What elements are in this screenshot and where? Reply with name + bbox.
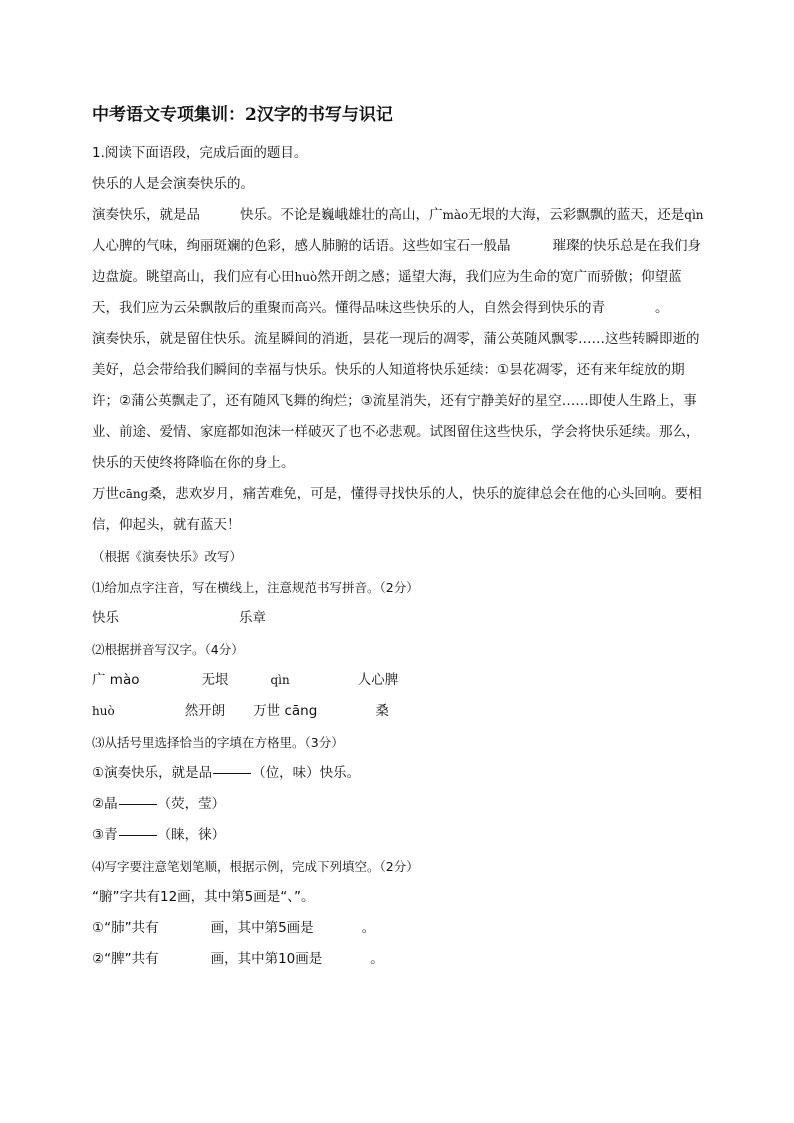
sub-question-4: ⑷写字要注意笔划笔顺，根据示例，完成下列填空。（2分） — [92, 859, 419, 874]
sub4-item-1 — [92, 913, 704, 944]
p1-pinyin-3: huò — [294, 270, 318, 284]
p1-pinyin-1: mào — [442, 208, 469, 222]
passage-title: 快乐的人是会演奏快乐的。 — [92, 176, 254, 192]
p3-pinyin: cāng — [119, 487, 149, 501]
sub3-blank-3[interactable] — [119, 834, 157, 836]
sub2-r2-item-4: 桑 — [375, 703, 389, 719]
passage-paragraph-1 — [92, 200, 704, 324]
sub3-blank-2[interactable] — [119, 803, 157, 805]
document-title: 中考语文专项集训：2汉字的书写与识记 — [92, 105, 393, 125]
sub-question-1: ⑴给加点字注音，写在横线上，注意规范书写拼音。（2分） — [92, 580, 419, 595]
passage-paragraph-2: 演奏快乐，就是留住快乐。流星瞬间的消逝，昙花一现后的凋零，蒲公英随风飘零……这些转瞬即逝的美好，总会带给我们瞬间的幸福与快乐。快乐的人知道将快乐延续：①昙花凋零，还有来年绽放的期许；②蒲公英飘走了，还有随风飞舞的绚烂；③流星消失，还有宁静美好的星空……即使人生路上，事业、前途、爱情、家庭都如泡沫一样破灭了也不必悲观。试图留住这些快乐，学会将快乐延续。那么，快乐的天使终将降临在你的身上。 — [92, 331, 700, 471]
sub4-item-1-text-a: ①“肺”共有 — [92, 920, 159, 936]
sub3-blank-1[interactable] — [213, 772, 251, 774]
sub2-r2-item-2: 然开朗 — [184, 703, 226, 719]
sub4-item-1-text-c: 。 — [361, 920, 376, 936]
sub2-row-2 — [92, 696, 704, 727]
sub1-word-1: 快乐 — [92, 610, 119, 626]
p1-text-a: 演奏快乐，就是品 — [92, 207, 200, 223]
sub4-item-2 — [92, 944, 704, 975]
question-intro: 1.阅读下面语段，完成后面的题目。 — [92, 145, 308, 161]
sub3-item-3-text-a: ③青 — [92, 827, 118, 843]
sub3-item-2-text-b: （荧，莹） — [157, 796, 226, 812]
sub1-words — [92, 603, 704, 634]
p1-text-c: 无垠的大海，云彩飘飘的蓝天，还是 — [468, 207, 685, 223]
sub2-r1-item-2: 无垠 — [201, 672, 229, 688]
p3-text-a: 万世 — [92, 486, 119, 502]
sub4-example: “腑”字共有12画，其中第5画是“、”。 — [92, 889, 315, 905]
p1-text-g: 。 — [655, 300, 669, 316]
sub1-word-2: 乐章 — [239, 610, 266, 626]
sub3-item-3 — [92, 820, 704, 851]
sub3-item-1-text-b: （位，味）快乐。 — [252, 765, 361, 781]
p1-text-b: 快乐。不论是巍峨雄壮的高山，广 — [240, 207, 443, 223]
sub2-r1-item-4: 人心脾 — [357, 672, 399, 688]
p1-text-d: 人心脾的气味，绚丽斑斓的色彩，感人肺腑的话语。这些如宝石一般晶 — [92, 238, 511, 254]
sub-question-3: ⑶从括号里选择恰当的字填在方格里。（3分） — [92, 735, 344, 750]
sub-question-2: ⑵根据拼音写汉字。（4分） — [92, 642, 244, 657]
passage-source: （根据《演奏快乐》改写） — [92, 549, 243, 564]
p1-pinyin-2: qìn — [684, 208, 704, 222]
passage-paragraph-3 — [92, 479, 704, 541]
sub2-r1-item-3: qìn — [270, 673, 290, 687]
sub3-item-3-text-b: （睐，徕） — [157, 827, 226, 843]
sub3-item-1 — [92, 758, 704, 789]
sub3-item-2-text-a: ②晶 — [92, 796, 118, 812]
sub2-r2-item-3: 万世 cāng — [253, 703, 318, 719]
sub4-item-1-text-b: 画，其中第5画是 — [210, 920, 314, 936]
sub3-item-1-text-a: ①演奏快乐，就是品 — [92, 765, 213, 781]
sub2-r2-item-1: huò — [92, 704, 115, 718]
document-page — [92, 100, 704, 975]
p1-text-f: 然开朗之感；遥望大海，我们应为生命的宽广而骄傲；仰望蓝天，我们应为云朵飘散后的重聚而高兴。懂得品味这些快乐的人，自然会得到快乐的青 — [92, 269, 682, 316]
sub4-item-2-text-c: 。 — [370, 951, 384, 967]
sub4-item-2-text-a: ②“脾”共有 — [92, 951, 159, 967]
sub3-item-2 — [92, 789, 704, 820]
sub4-item-2-text-b: 画，其中第10画是 — [210, 951, 323, 967]
sub2-r1-item-1: 广 mào — [92, 672, 140, 688]
p1-text-e: 璀璨的快乐总是在我们身边盘旋。眺望高山，我们应有心田 — [92, 238, 701, 285]
p3-text-b: 桑，悲欢岁月，痛苦难免，可是，懂得寻找快乐的人，快乐的旋律总会在他的心头回响。要相信，仰起头，就有蓝天！ — [92, 486, 702, 533]
sub2-row-1 — [92, 665, 704, 696]
